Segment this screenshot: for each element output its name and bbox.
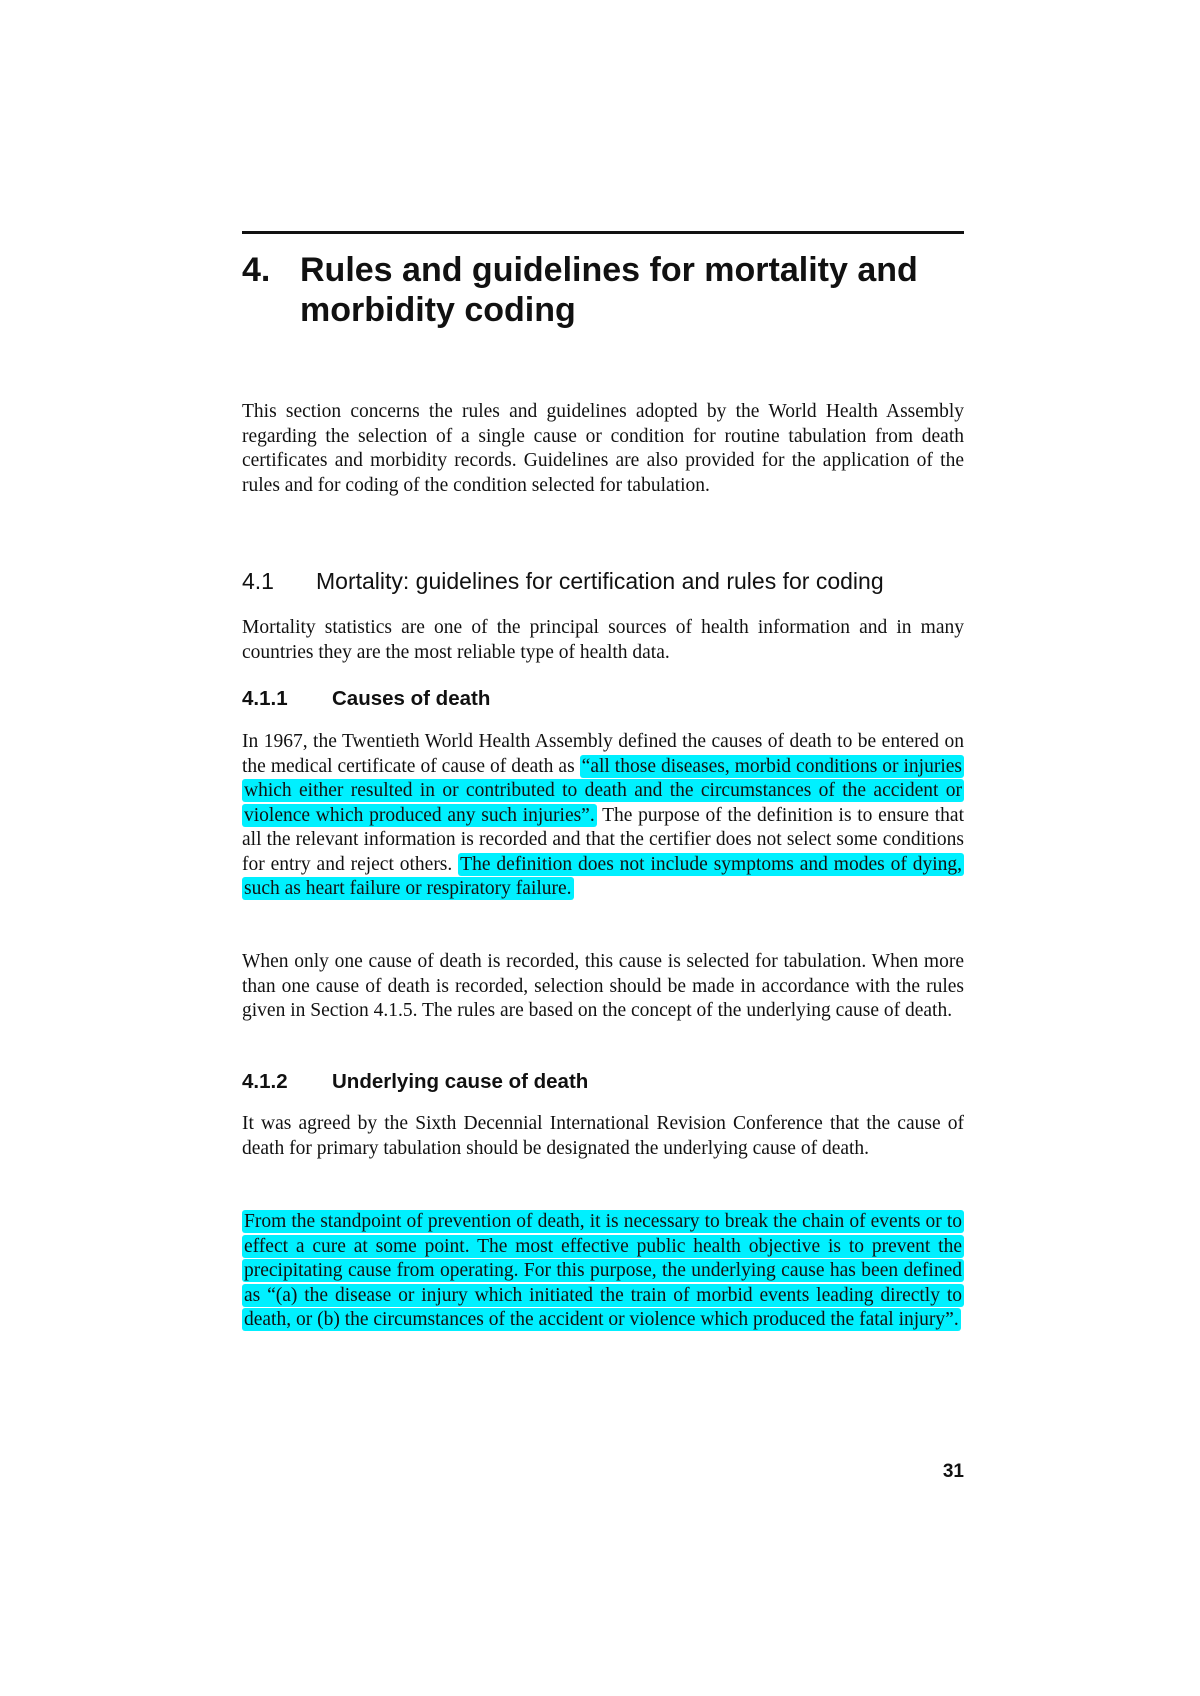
section-4-1-title: Mortality: guidelines for certification and rules for coding xyxy=(316,568,884,594)
section-4-1-1-number: 4.1.1 xyxy=(242,687,288,710)
page-number: 31 xyxy=(942,1461,964,1482)
section-4-1-2-title: Underlying cause of death xyxy=(332,1070,589,1093)
section-4-1-number: 4.1 xyxy=(242,568,274,594)
underlying-cause-paragraph: It was agreed by the Sixth Decennial International Revision Conference that the cause of death for primary tabulation should be designated the underlying cause of death. xyxy=(242,1113,964,1159)
section-4-1-2-number: 4.1.2 xyxy=(242,1070,288,1093)
section-4-1-heading xyxy=(242,566,964,596)
prevention-paragraph xyxy=(242,1210,964,1333)
mortality-paragraph: Mortality statistics are one of the principal sources of health information and in many countries they are the most reliable type of health data. xyxy=(242,617,964,663)
causes-text-b: The purpose of the definition is to ensure that all the relevant information is recorded and that the certifier does not select some conditions for entry and reject others. xyxy=(242,804,964,875)
chapter-title-text: Rules and guidelines for mortality and morbidity coding xyxy=(300,251,918,329)
page xyxy=(242,0,964,1696)
highlight-definition: “all those diseases, morbid conditions or injuries which either resulted in or contributed to death and the circumstances of the accident or violence which produced any such injuries”. xyxy=(244,755,963,826)
highlight-exclusion: The definition does not include symptoms and modes of dying, such as heart failure or respiratory failure. xyxy=(244,853,962,899)
chapter-rule xyxy=(242,231,964,234)
selection-paragraph: When only one cause of death is recorded, this cause is selected for tabulation. When more than one cause of death is recorded, selection should be made in accordance with the rules given in Section 4.1.5. The rules are based on the concept of the underlying cause of death. xyxy=(242,951,964,1021)
section-4-1-2-heading xyxy=(242,1068,964,1096)
chapter-number: 4. xyxy=(242,251,271,289)
section-4-1-1-heading xyxy=(242,685,964,713)
highlight-prevention: From the standpoint of prevention of death, it is necessary to break the chain of events or to effect a cure at some point. The most effective public health objective is to prevent the precipitating cause from operating. For this purpose, the underlying cause has been defined as “(a) the disease or injury which initiated the train of morbid events leading directly to death, or (b) the circumstances of the accident or violence which produced the fatal injury”. xyxy=(244,1211,962,1330)
causes-paragraph xyxy=(242,730,964,902)
chapter-title xyxy=(242,250,964,330)
causes-text-a: In 1967, the Twentieth World Health Assembly defined the causes of death to be entered on the medical certificate of cause of death as xyxy=(242,731,964,777)
section-4-1-1-title: Causes of death xyxy=(332,687,491,710)
intro-paragraph: This section concerns the rules and guidelines adopted by the World Health Assembly regarding the selection of a single cause or condition for routine tabulation from death certificates and morbidity records. Guidelines are also provided for the application of the rules and for coding of the condition selected for tabulation. xyxy=(242,401,964,496)
